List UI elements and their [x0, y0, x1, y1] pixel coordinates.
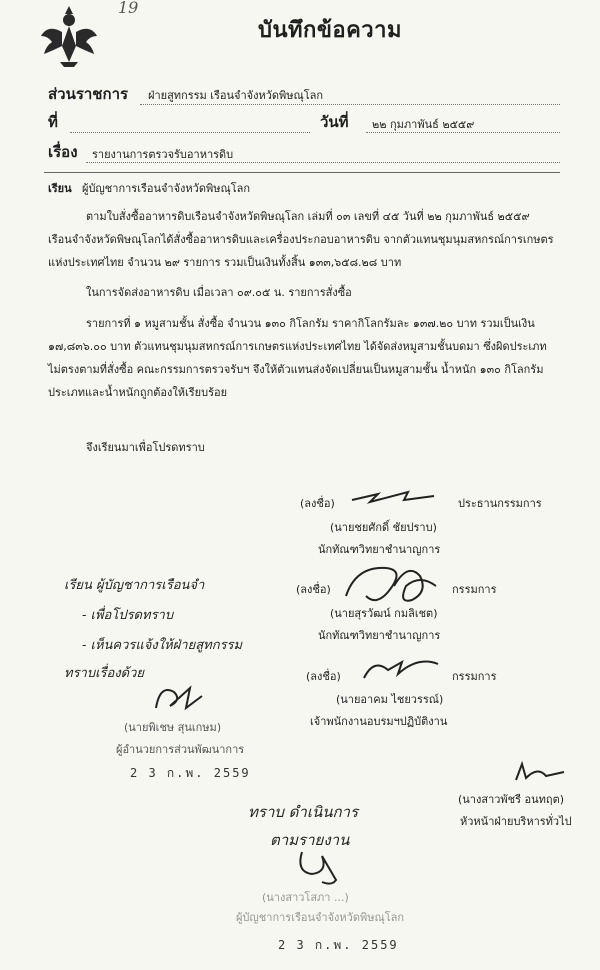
- committee1-name: (นายชยศักดิ์ ชัยปราบ): [330, 521, 437, 534]
- warden-date-stamp: 2 3 ก.พ. 2559: [278, 938, 399, 952]
- warden-note-line2: ตามรายงาน: [270, 831, 350, 849]
- committee3-signature-icon: [358, 652, 448, 686]
- para2: ในการจัดส่งอาหารดิบ เมื่อเวลา ๐๙.๐๕ น. รายการสั่งซื้อ: [86, 286, 352, 299]
- admin-head-name: (นางสาวพัชรี อนทฤต): [458, 793, 565, 806]
- corner-handwritten-mark: 19: [118, 0, 139, 17]
- subject-value: รายงานการตรวจรับอาหารดิบ: [92, 148, 234, 161]
- committee3-position: เจ้าพนักงานอบรมฯปฏิบัติงาน: [310, 715, 448, 728]
- admin-head-position: หัวหน้าฝ่ายบริหารทั่วไป: [460, 815, 572, 828]
- handwritten-note-line1: เรียน ผู้บัญชาการเรือนจำ: [64, 578, 205, 593]
- para3-line4: ประเภทและน้ำหนักถูกต้องให้เรียบร้อย: [48, 386, 228, 399]
- director-signature-icon: [150, 678, 210, 718]
- committee2-name: (นายสุรวัฒน์ กมลิเชต): [330, 607, 438, 620]
- warden-name: (นางสาวโสภา ...): [262, 891, 349, 904]
- committee2-role: กรรมการ: [452, 583, 497, 596]
- subject-dotted-line: [86, 162, 560, 163]
- handwritten-note-line2: - เพื่อโปรดทราบ: [82, 608, 174, 623]
- agency-label: ส่วนราชการ: [48, 85, 129, 103]
- para1-line3: แห่งประเทศไทย จำนวน ๒๙ รายการ รวมเป็นเงินทั้งสิ้น ๑๓๓,๖๕๘.๒๘ บาท: [48, 256, 402, 269]
- memo-title: บันทึกข้อความ: [258, 18, 403, 43]
- to-value: ผู้บัญชาการเรือนจำจังหวัดพิษณุโลก: [82, 182, 251, 195]
- handwritten-note-line4: ทราบเรื่องด้วย: [64, 666, 145, 681]
- committee2-sign-prefix: (ลงชื่อ): [296, 583, 331, 596]
- to-label: เรียน: [48, 182, 72, 195]
- admin-head-signature-icon: [512, 760, 572, 786]
- warden-signature-icon: [292, 842, 352, 886]
- subject-label: เรื่อง: [48, 143, 78, 161]
- header-divider: [44, 172, 560, 173]
- agency-dotted-line: [140, 104, 560, 105]
- para1-line1: ตามใบสั่งซื้ออาหารดิบเรือนจำจังหวัดพิษณุโลก เล่มที่ ๐๓ เลขที่ ๔๕ วันที่ ๒๒ กุมภาพันธ์ ๒๕๕๙: [86, 210, 530, 223]
- committee1-role: ประธานกรรมการ: [458, 497, 542, 510]
- date-dotted-line: [366, 132, 560, 133]
- ref-label: ที่: [48, 113, 58, 131]
- director-position: ผู้อำนวยการส่วนพัฒนาการ: [116, 743, 245, 756]
- warden-position: ผู้บัญชาการเรือนจำจังหวัดพิษณุโลก: [236, 911, 405, 924]
- committee3-role: กรรมการ: [452, 670, 497, 683]
- committee2-position: นักทัณฑวิทยาชำนาญการ: [318, 629, 441, 642]
- para3-line1: รายการที่ ๑ หมูสามชั้น สั่งซื้อ จำนวน ๑๓๐ กิโลกรัม ราคากิโลกรัมละ ๑๓๗.๒๐ บาท รวมเป็นเงิน: [86, 317, 535, 330]
- handwritten-note-line3: - เห็นควรแจ้งให้ฝ่ายสูทกรรม: [82, 638, 243, 653]
- warden-note-line1: ทราบ ดำเนินการ: [248, 803, 359, 821]
- para3-line3: ไม่ตรงตามที่สั่งซื้อ คณะกรรมการตรวจรับฯ จึงให้ตัวแทนส่งจัดเปลี่ยนเป็นหมูสามชั้น น้ำหนัก ๑๓๐ กิโลกรัม: [48, 363, 544, 376]
- para3-line2: ๑๗,๘๓๖.๐๐ บาท ตัวแทนชุมนุมสหกรณ์การเกษตรแห่งประเทศไทย ได้จัดส่งหมูสามชั้นบดมา ซึ่งผิดประเภท: [48, 340, 547, 353]
- committee3-sign-prefix: (ลงชื่อ): [306, 670, 341, 683]
- ref-dotted-line: [70, 132, 310, 133]
- garuda-emblem-icon: [38, 6, 100, 68]
- date-label: วันที่: [320, 113, 349, 131]
- committee1-position: นักทัณฑวิทยาชำนาญการ: [318, 543, 441, 556]
- director-name: (นายพิเชษ สุนเกษม): [124, 721, 222, 734]
- director-date-stamp: 2 3 ก.พ. 2559: [130, 766, 251, 780]
- committee1-sign-prefix: (ลงชื่อ): [300, 497, 335, 510]
- date-value: ๒๒ กุมภาพันธ์ ๒๕๕๙: [372, 118, 475, 131]
- closing-text: จึงเรียนมาเพื่อโปรดทราบ: [86, 441, 205, 454]
- agency-value: ฝ่ายสูทกรรม เรือนจำจังหวัดพิษณุโลก: [148, 89, 324, 102]
- committee1-signature-icon: [348, 480, 438, 510]
- committee3-name: (นายอาคม ไชยวรรณ์): [336, 693, 444, 706]
- para1-line2: เรือนจำจังหวัดพิษณุโลกได้สั่งซื้ออาหารดิบและเครื่องประกอบอาหารดิบ จากตัวแทนชุมนุมสหกรณ์การเกษตร: [48, 233, 554, 246]
